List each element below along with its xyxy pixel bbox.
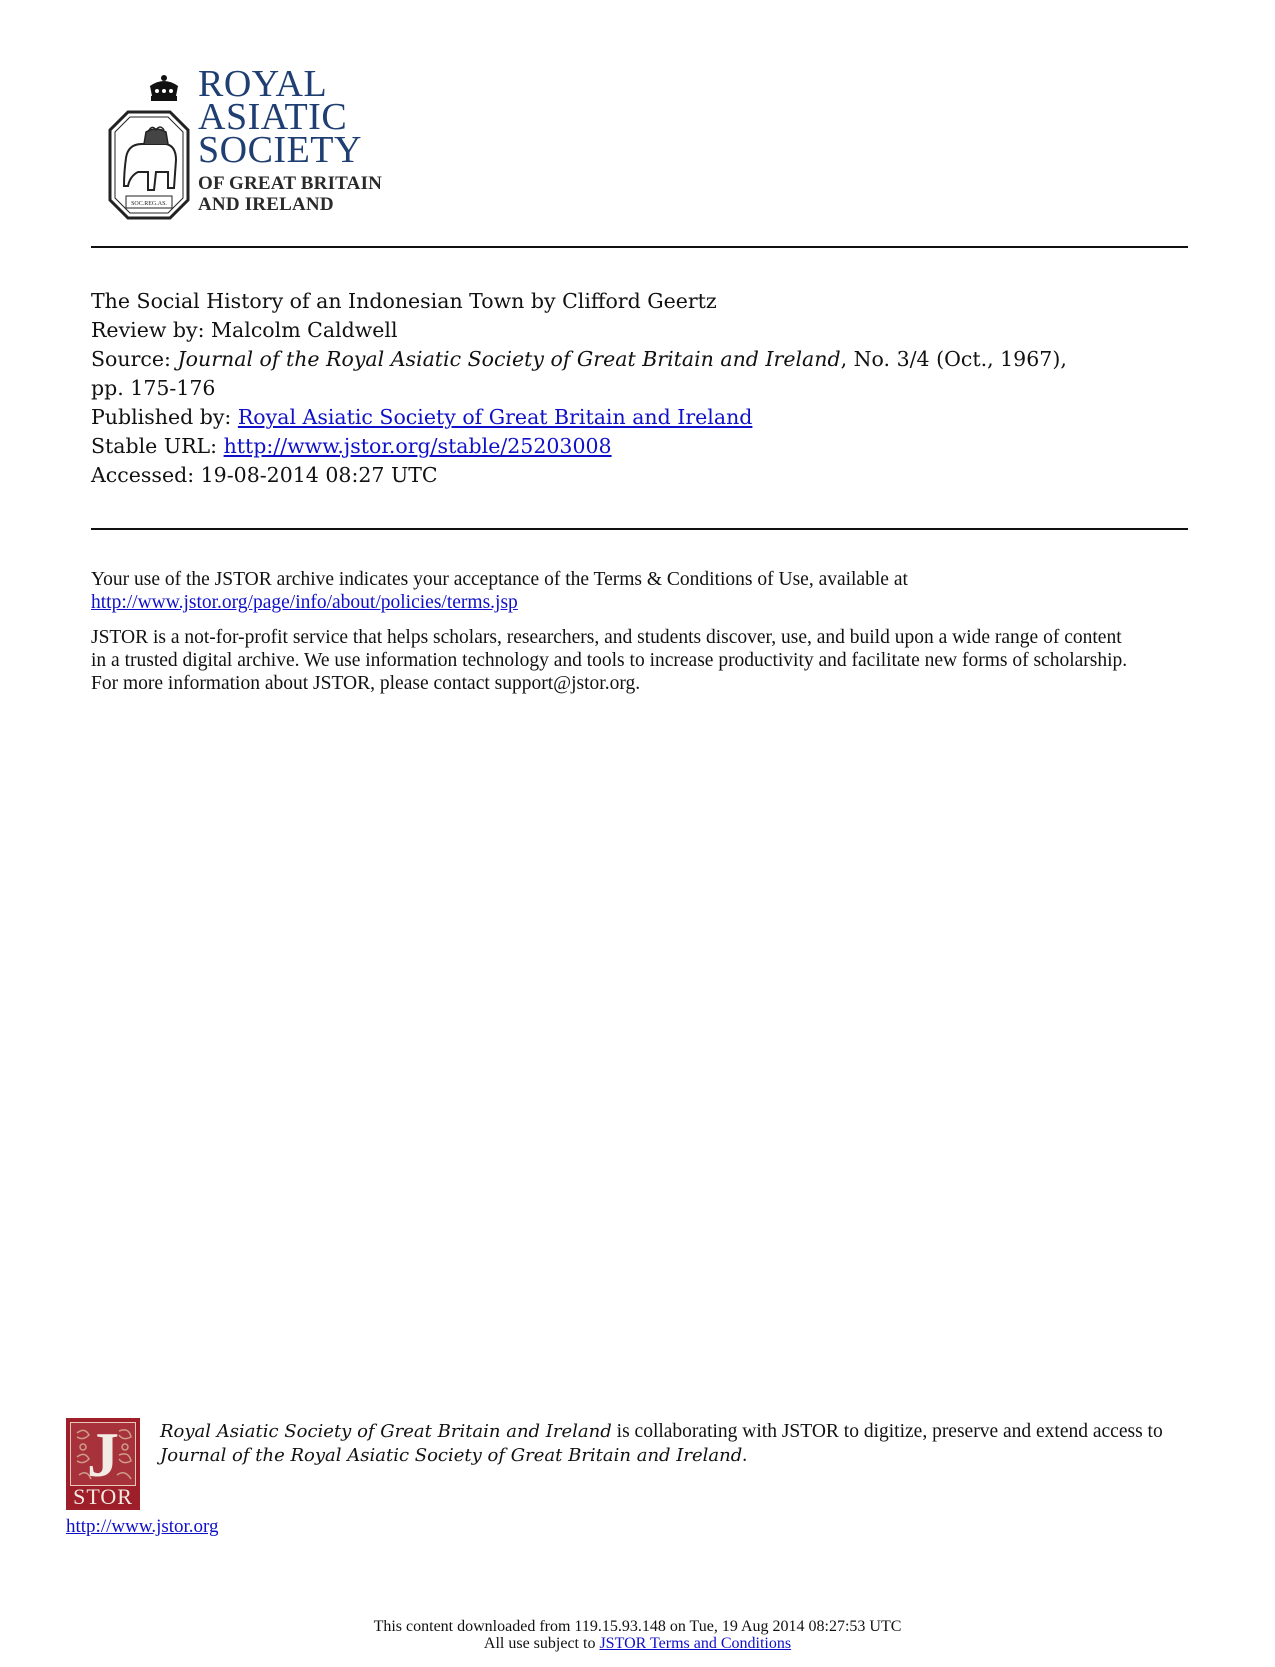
stable-url-label: Stable URL: xyxy=(91,434,218,458)
accessed-line xyxy=(91,461,1191,490)
jstor-logo-word: STOR xyxy=(73,1484,133,1509)
download-footer xyxy=(0,1618,1275,1652)
download-info: This content downloaded from 119.15.93.148 on Tue, 19 Aug 2014 08:27:53 UTC xyxy=(373,1618,902,1635)
jstor-logo-panel xyxy=(70,1422,136,1486)
use-terms-line xyxy=(0,1635,1275,1652)
divider-bottom xyxy=(91,528,1188,530)
collab-text: is collaborating with JSTOR to digitize, preserve and extend access to xyxy=(611,1421,1163,1442)
collaboration-notice xyxy=(160,1420,1220,1468)
published-label: Published by: xyxy=(91,405,232,429)
terms-text: Your use of the JSTOR archive indicates your acceptance of the Terms & Conditions of Use, available at xyxy=(91,569,908,590)
jstor-logo xyxy=(66,1418,140,1510)
svg-text:SOC.REG.AS.: SOC.REG.AS. xyxy=(131,201,167,207)
jstor-terms-link[interactable]: JSTOR Terms and Conditions xyxy=(599,1635,792,1652)
stable-url-line xyxy=(91,432,1191,461)
reviewer-name: Malcolm Caldwell xyxy=(211,318,398,342)
article-title: The Social History of an Indonesian Town by Clifford Geertz xyxy=(91,289,717,313)
pages: pp. 175-176 xyxy=(91,376,216,400)
terms-paragraph xyxy=(91,568,1201,614)
divider-top xyxy=(91,246,1188,248)
collab-journal: Journal of the Royal Asiatic Society of Great Britain and Ireland xyxy=(160,1445,743,1466)
jstor-logo-letter: J xyxy=(87,1422,119,1486)
terms-link[interactable]: http://www.jstor.org/page/info/about/policies/terms.jsp xyxy=(91,592,518,613)
issue-info: , No. 3/4 (Oct., 1967), xyxy=(840,347,1067,371)
review-line xyxy=(91,316,1191,345)
journal-title: Journal of the Royal Asiatic Society of Great Britain and Ireland xyxy=(177,347,841,371)
elephant-emblem-icon xyxy=(108,110,190,220)
use-prefix: All use subject to xyxy=(483,1635,600,1652)
terms-notice xyxy=(91,568,1201,707)
publisher-logo-text: ROYAL ASIATIC SOCIETY OF GREAT BRITAIN AND IRELAND xyxy=(198,63,383,215)
jstor-info-line: JSTOR is a not-for-profit service that helps scholars, researchers, and students discover, use, and build upon a wide range of content xyxy=(91,627,1122,648)
citation-block xyxy=(91,287,1191,490)
source-line xyxy=(91,345,1191,374)
collab-publisher: Royal Asiatic Society of Great Britain and Ireland xyxy=(160,1421,612,1442)
collab-end: . xyxy=(742,1445,748,1466)
jstor-homepage-link[interactable]: http://www.jstor.org xyxy=(66,1516,219,1537)
accessed-date: 19-08-2014 08:27 UTC xyxy=(200,463,438,487)
jstor-info-line: in a trusted digital archive. We use information technology and tools to increase productivity and facilitate new forms of scholarship. xyxy=(91,650,1128,671)
publisher-logo xyxy=(100,63,400,228)
stable-url-link[interactable]: http://www.jstor.org/stable/25203008 xyxy=(223,434,612,458)
accessed-label: Accessed: xyxy=(91,463,195,487)
publisher-link[interactable]: Royal Asiatic Society of Great Britain and Ireland xyxy=(237,405,753,429)
source-label: Source: xyxy=(91,347,171,371)
jstor-info-line: For more information about JSTOR, please contact support@jstor.org. xyxy=(91,673,641,694)
published-line xyxy=(91,403,1191,432)
crown-icon xyxy=(146,74,182,102)
jstor-info-paragraph xyxy=(91,626,1201,695)
review-label: Review by: xyxy=(91,318,205,342)
